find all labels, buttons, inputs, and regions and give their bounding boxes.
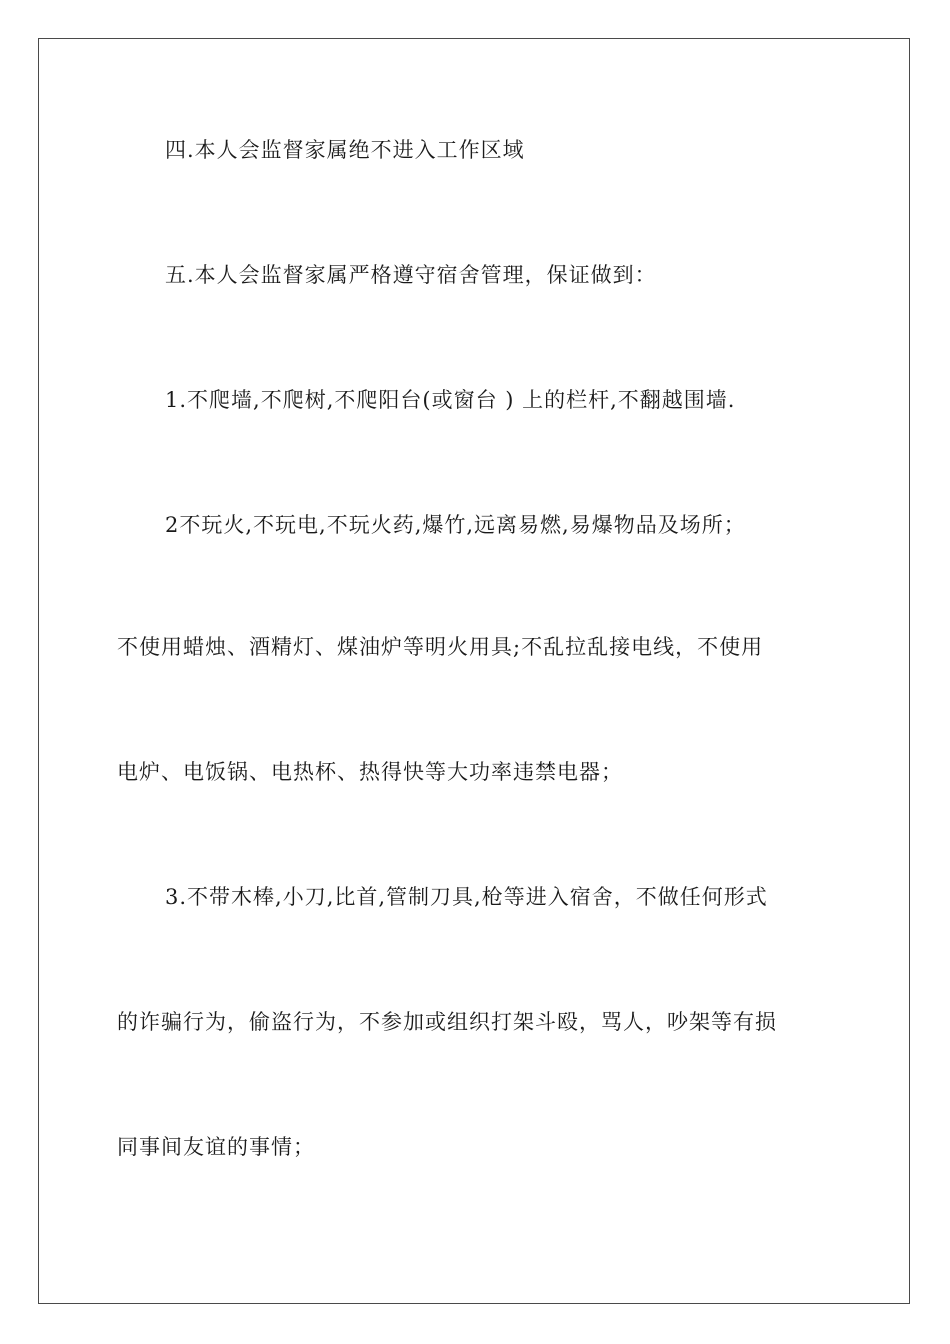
paragraph-line: 2不玩火,不玩电,不玩火药,爆竹,远离易燃,易爆物品及场所； <box>165 513 746 537</box>
paragraph-line: 电炉、电饭锅、电热杯、热得快等大功率违禁电器； <box>117 760 623 784</box>
page-border <box>38 38 910 1304</box>
paragraph-line: 1.不爬墙,不爬树,不爬阳台(或窗台 ) 上的栏杆,不翻越围墙. <box>165 388 736 412</box>
paragraph-line: 的诈骗行为，偷盗行为，不参加或组织打架斗殴，骂人，吵架等有损 <box>117 1010 777 1034</box>
paragraph-line: 四.本人会监督家属绝不进入工作区域 <box>165 138 525 162</box>
paragraph-line: 3.不带木棒,小刀,比首,管制刀具,枪等进入宿舍，不做任何形式 <box>165 885 768 909</box>
paragraph-line: 不使用蜡烛、酒精灯、煤油炉等明火用具;不乱拉乱接电线，不使用 <box>117 635 764 659</box>
paragraph-line: 同事间友谊的事情； <box>117 1135 315 1159</box>
paragraph-line: 五.本人会监督家属严格遵守宿舍管理，保证做到： <box>165 263 657 287</box>
